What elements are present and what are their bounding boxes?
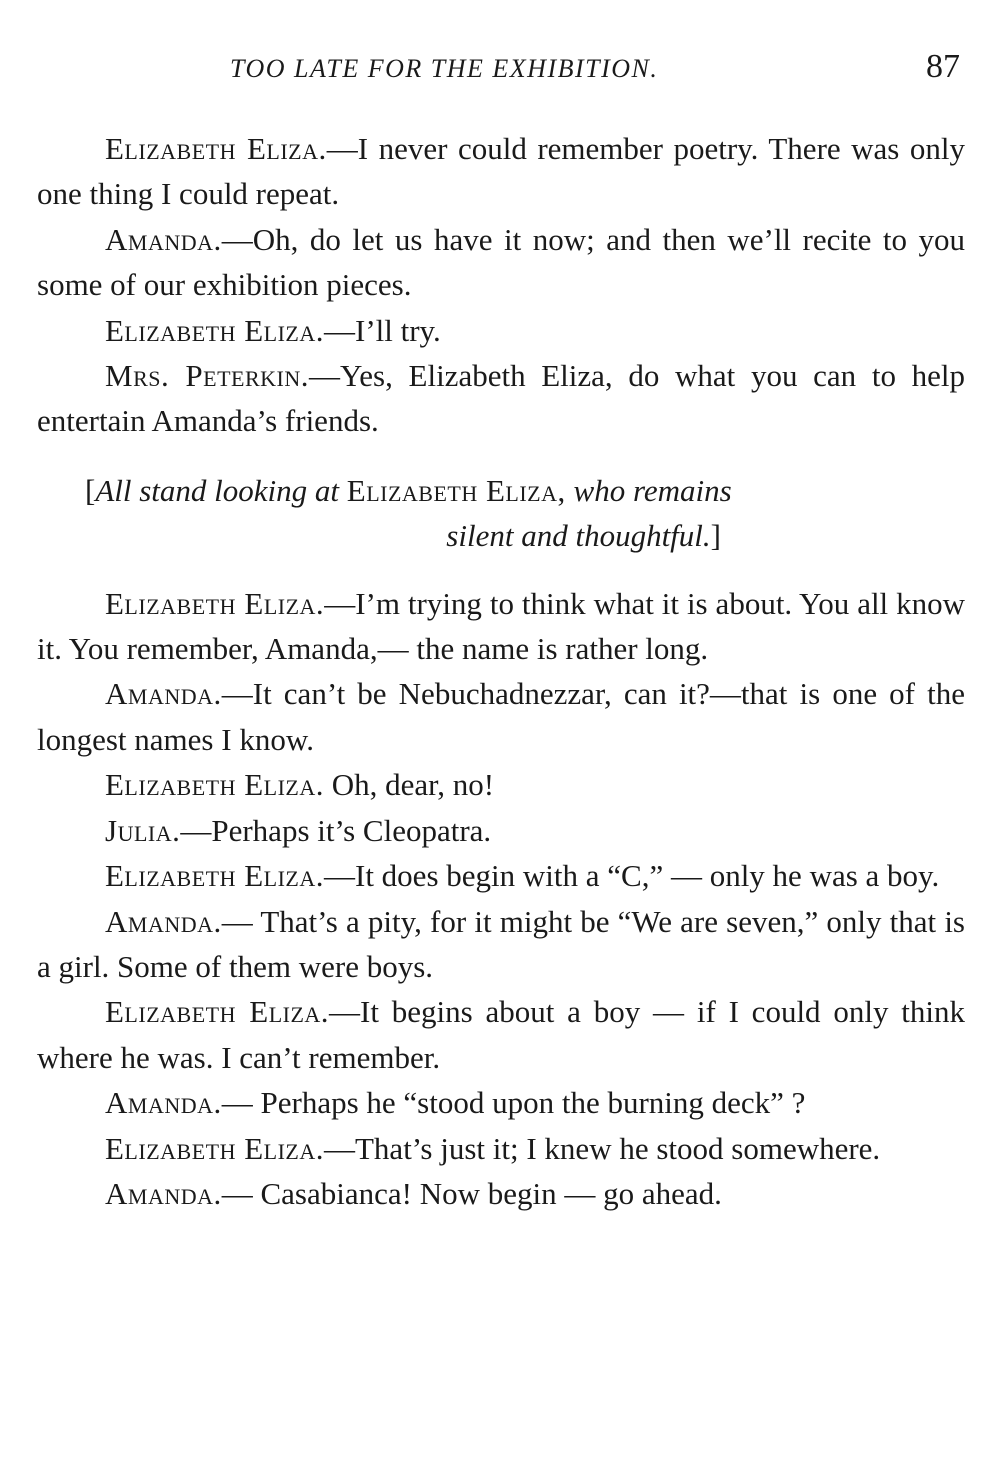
speaker-name: Elizabeth Eliza.: [105, 767, 324, 803]
dialogue-paragraph: [37, 762, 965, 807]
stage-text: All stand looking at: [95, 472, 340, 508]
dialogue-text: —Perhaps it’s Cleopatra.: [180, 812, 492, 848]
speaker-name: Elizabeth Eliza.: [105, 312, 324, 348]
speaker-name: Elizabeth Eliza.: [105, 585, 325, 621]
dialogue-text: Oh, dear, no!: [324, 767, 495, 803]
dialogue-text: —Oh, do let us have it now; and then we’ll recite to you some of our exhibition pieces.: [37, 221, 965, 303]
speaker-name: Elizabeth Eliza.: [105, 858, 324, 894]
speaker-name: Amanda.: [105, 903, 222, 939]
dialogue-paragraph: [37, 126, 965, 217]
speaker-name: Elizabeth Eliza.: [105, 994, 330, 1030]
dialogue-paragraph: [37, 671, 965, 762]
speaker-name: Elizabeth Eliza.: [105, 131, 327, 166]
dialogue-text: —It does begin with a “C,” — only he was a boy.: [324, 858, 940, 894]
page-body: [37, 126, 965, 1216]
stage-direction-line-2: [85, 513, 921, 558]
dialogue-paragraph: [37, 581, 965, 672]
dialogue-paragraph: [37, 1126, 965, 1171]
dialogue-text: — Casabianca! Now begin — go ahead.: [221, 1175, 722, 1211]
stage-bracket-close: ]: [710, 518, 721, 554]
speaker-name: Elizabeth Eliza.: [105, 1130, 324, 1166]
running-title: TOO LATE FOR THE EXHIBITION.: [230, 54, 659, 83]
dialogue-text: —Yes, Elizabeth Eliza, do what you can to help entertain Amanda’s friends.: [37, 358, 965, 439]
stage-direction: [37, 468, 965, 559]
dialogue-paragraph: [37, 1171, 965, 1216]
dialogue-text: —It can’t be Nebuchadnezzar, can it?—that is one of the longest names I know.: [37, 676, 965, 757]
speaker-name: Amanda.: [105, 221, 222, 257]
dialogue-text: —I’m trying to think what it is about. You all know it. You remember, Amanda,— the name is rather long.: [37, 585, 965, 667]
stage-character-name: Elizabeth Eliza,: [346, 472, 566, 508]
speaker-name: Mrs. Peterkin.: [105, 358, 309, 394]
dialogue-text: —I never could remember poetry. There was only one thing I could repeat.: [37, 131, 965, 212]
dialogue-paragraph: [37, 853, 965, 898]
stage-bracket-open: [: [85, 472, 96, 508]
dialogue-text: — Perhaps he “stood upon the burning deck” ?: [221, 1085, 806, 1121]
dialogue-paragraph: [37, 217, 965, 308]
dialogue-text: —It begins about a boy — if I could only think where he was. I can’t remember.: [37, 994, 965, 1075]
dialogue-paragraph: [37, 989, 965, 1080]
dialogue-paragraph: [37, 308, 965, 353]
speaker-name: Amanda.: [105, 676, 222, 712]
dialogue-text: —That’s just it; I knew he stood somewhere.: [324, 1130, 881, 1166]
speaker-name: Amanda.: [105, 1175, 222, 1211]
page-number: 87: [926, 48, 960, 85]
dialogue-paragraph: [37, 1080, 965, 1125]
dialogue-paragraph: [37, 808, 965, 853]
dialogue-text: —I’ll try.: [324, 312, 441, 348]
stage-text: who remains: [573, 472, 732, 508]
dialogue-text: — That’s a pity, for it might be “We are seven,” only that is a girl. Some of them were boys.: [37, 903, 965, 984]
dialogue-paragraph: [37, 899, 965, 990]
page-header: [0, 48, 1000, 92]
stage-direction-line-1: [85, 468, 921, 513]
speaker-name: Amanda.: [105, 1085, 222, 1121]
stage-text: silent and thoughtful.: [446, 518, 711, 554]
dialogue-paragraph: [37, 353, 965, 444]
speaker-name: Julia.: [105, 812, 181, 848]
